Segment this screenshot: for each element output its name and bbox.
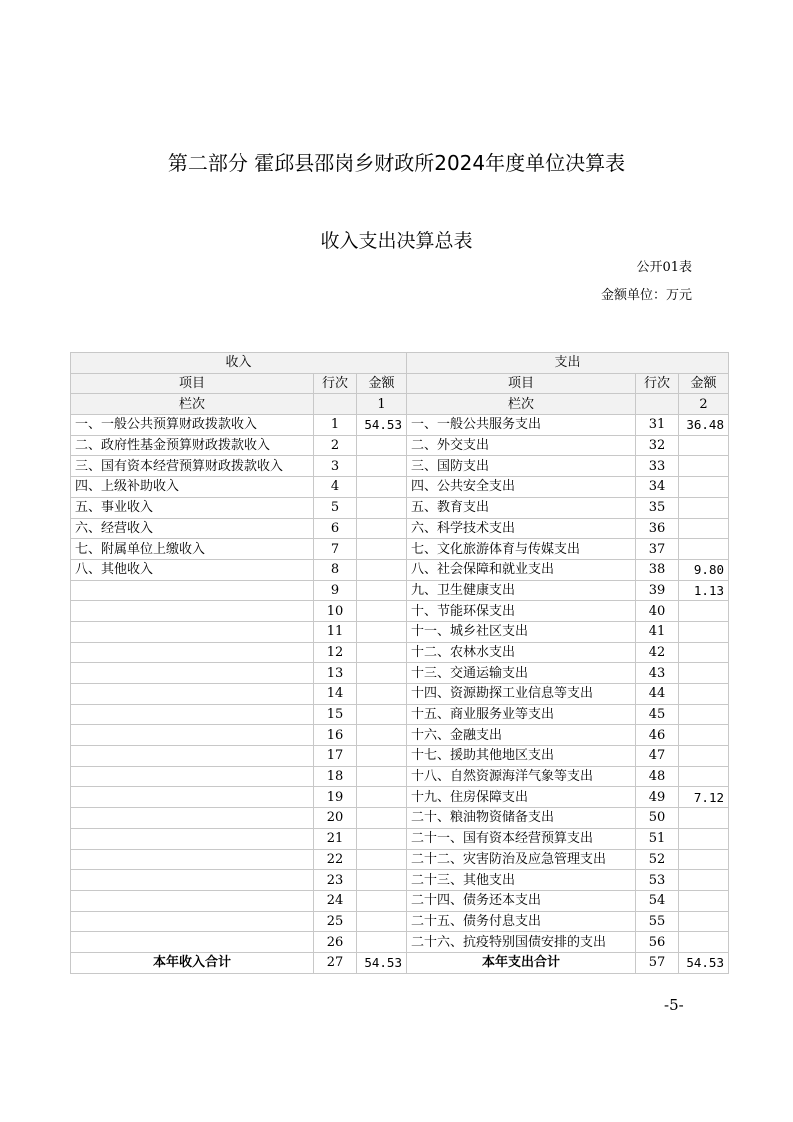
- expense-item: 六、科学技术支出: [407, 518, 636, 539]
- income-amount: [357, 456, 407, 477]
- expense-amount: [679, 497, 729, 518]
- income-line: 18: [314, 766, 357, 787]
- expense-item: 二十三、其他支出: [407, 870, 636, 891]
- expense-amount: [679, 456, 729, 477]
- table-row: [71, 704, 729, 725]
- total-row: [71, 952, 729, 973]
- table-row: [71, 828, 729, 849]
- income-item: 八、其他收入: [71, 559, 314, 580]
- expense-column-number: 2: [679, 394, 729, 415]
- expense-item: 二十、粮油物资储备支出: [407, 808, 636, 829]
- income-line: 14: [314, 684, 357, 705]
- expense-amount: [679, 601, 729, 622]
- income-line: 7: [314, 539, 357, 560]
- expense-total-label: 本年支出合计: [407, 952, 636, 973]
- income-line: 10: [314, 601, 357, 622]
- expense-item: 七、文化旅游体育与传媒支出: [407, 539, 636, 560]
- expense-item: 八、社会保障和就业支出: [407, 559, 636, 580]
- income-amount: [357, 621, 407, 642]
- income-line: 23: [314, 870, 357, 891]
- income-amount: [357, 911, 407, 932]
- income-amount: [357, 766, 407, 787]
- expense-amount: [679, 684, 729, 705]
- expense-section-header: 支出: [407, 353, 729, 374]
- income-item: [71, 746, 314, 767]
- income-amount: [357, 642, 407, 663]
- income-amount: [357, 849, 407, 870]
- expense-amount: [679, 518, 729, 539]
- expense-item: 五、教育支出: [407, 497, 636, 518]
- expense-amount: [679, 704, 729, 725]
- expense-item: 二十一、国有资本经营预算支出: [407, 828, 636, 849]
- income-total-label: 本年收入合计: [71, 952, 314, 973]
- income-amount: [357, 559, 407, 580]
- table-row: [71, 932, 729, 953]
- expense-line-header: 行次: [636, 373, 679, 394]
- table-row: [71, 497, 729, 518]
- income-amount: [357, 601, 407, 622]
- income-item: 二、政府性基金预算财政拨款收入: [71, 435, 314, 456]
- expense-line: 42: [636, 642, 679, 663]
- expense-amount: [679, 621, 729, 642]
- income-amount: [357, 725, 407, 746]
- income-item: [71, 684, 314, 705]
- income-line: 15: [314, 704, 357, 725]
- income-item: 三、国有资本经营预算财政拨款收入: [71, 456, 314, 477]
- expense-item: 十二、农林水支出: [407, 642, 636, 663]
- income-amount: [357, 704, 407, 725]
- expense-line: 52: [636, 849, 679, 870]
- expense-line: 35: [636, 497, 679, 518]
- income-amount: [357, 787, 407, 808]
- table-row: [71, 477, 729, 498]
- expense-row-label: 栏次: [407, 394, 636, 415]
- income-line-blank: [314, 394, 357, 415]
- income-line: 20: [314, 808, 357, 829]
- table-row: [71, 787, 729, 808]
- expense-amount: 9.80: [679, 559, 729, 580]
- expense-item: 十八、自然资源海洋气象等支出: [407, 766, 636, 787]
- expense-line-blank: [636, 394, 679, 415]
- income-row-label: 栏次: [71, 394, 314, 415]
- table-row: [71, 621, 729, 642]
- income-item: [71, 787, 314, 808]
- income-item: [71, 932, 314, 953]
- income-item: [71, 766, 314, 787]
- income-amount: [357, 663, 407, 684]
- table-row: [71, 601, 729, 622]
- expense-amount: [679, 911, 729, 932]
- expense-line: 50: [636, 808, 679, 829]
- expense-line: 47: [636, 746, 679, 767]
- expense-amount: [679, 870, 729, 891]
- income-line: 16: [314, 725, 357, 746]
- income-line: 12: [314, 642, 357, 663]
- expense-line: 33: [636, 456, 679, 477]
- income-item: [71, 890, 314, 911]
- income-line: 11: [314, 621, 357, 642]
- document-title: 第二部分 霍邱县邵岗乡财政所2024年度单位决算表: [167, 151, 626, 175]
- table-row: [71, 870, 729, 891]
- income-line: 6: [314, 518, 357, 539]
- expense-line: 38: [636, 559, 679, 580]
- income-item: [71, 725, 314, 746]
- income-item: [71, 911, 314, 932]
- income-item: [71, 642, 314, 663]
- income-amount: [357, 808, 407, 829]
- table-row: [71, 746, 729, 767]
- income-total-line: 27: [314, 952, 357, 973]
- table-row: [71, 539, 729, 560]
- income-amount: [357, 870, 407, 891]
- expense-item: 九、卫生健康支出: [407, 580, 636, 601]
- income-line: 19: [314, 787, 357, 808]
- expense-item: 二十四、债务还本支出: [407, 890, 636, 911]
- table-row: [71, 559, 729, 580]
- expense-item: 二、外交支出: [407, 435, 636, 456]
- expense-line: 36: [636, 518, 679, 539]
- expense-item: 十三、交通运输支出: [407, 663, 636, 684]
- expense-item: 一、一般公共服务支出: [407, 415, 636, 436]
- income-item: 七、附属单位上缴收入: [71, 539, 314, 560]
- expense-item: 十一、城乡社区支出: [407, 621, 636, 642]
- expense-item: 十六、金融支出: [407, 725, 636, 746]
- expense-line: 34: [636, 477, 679, 498]
- expense-line: 56: [636, 932, 679, 953]
- income-line: 1: [314, 415, 357, 436]
- expense-item: 十七、援助其他地区支出: [407, 746, 636, 767]
- expense-total-amount: 54.53: [679, 952, 729, 973]
- expense-line: 31: [636, 415, 679, 436]
- expense-line: 41: [636, 621, 679, 642]
- income-amount-header: 金额: [357, 373, 407, 394]
- income-line: 5: [314, 497, 357, 518]
- expense-amount: [679, 663, 729, 684]
- income-line: 9: [314, 580, 357, 601]
- expense-line: 39: [636, 580, 679, 601]
- expense-amount: [679, 932, 729, 953]
- expense-line: 32: [636, 435, 679, 456]
- table-row: [71, 725, 729, 746]
- expense-line: 44: [636, 684, 679, 705]
- income-line: 4: [314, 477, 357, 498]
- income-item: [71, 849, 314, 870]
- expense-item: 十五、商业服务业等支出: [407, 704, 636, 725]
- expense-item: 十、节能环保支出: [407, 601, 636, 622]
- expense-amount: 7.12: [679, 787, 729, 808]
- income-line: 17: [314, 746, 357, 767]
- income-line: 25: [314, 911, 357, 932]
- table-row: [71, 456, 729, 477]
- table-row: [71, 663, 729, 684]
- expense-amount-header: 金额: [679, 373, 729, 394]
- income-item-header: 项目: [71, 373, 314, 394]
- expense-item: 四、公共安全支出: [407, 477, 636, 498]
- expense-item: 三、国防支出: [407, 456, 636, 477]
- table-title: 收入支出决算总表: [320, 230, 473, 252]
- expense-line: 49: [636, 787, 679, 808]
- income-amount: [357, 828, 407, 849]
- table-row: [71, 642, 729, 663]
- expense-line: 46: [636, 725, 679, 746]
- income-item: [71, 870, 314, 891]
- expense-amount: [679, 642, 729, 663]
- column-header-row: [71, 373, 729, 394]
- income-amount: [357, 684, 407, 705]
- income-amount: [357, 497, 407, 518]
- page-number: -5-: [664, 996, 684, 1014]
- expense-amount: [679, 746, 729, 767]
- income-line-header: 行次: [314, 373, 357, 394]
- expense-line: 54: [636, 890, 679, 911]
- expense-item: 二十二、灾害防治及应急管理支出: [407, 849, 636, 870]
- income-amount: 54.53: [357, 415, 407, 436]
- expense-line: 51: [636, 828, 679, 849]
- expense-amount: 1.13: [679, 580, 729, 601]
- table-row: [71, 766, 729, 787]
- income-line: 3: [314, 456, 357, 477]
- expense-line: 53: [636, 870, 679, 891]
- expense-line: 40: [636, 601, 679, 622]
- income-line: 26: [314, 932, 357, 953]
- expense-item: 十九、住房保障支出: [407, 787, 636, 808]
- expense-amount: [679, 808, 729, 829]
- expense-item: 二十五、债务付息支出: [407, 911, 636, 932]
- expense-amount: [679, 828, 729, 849]
- income-amount: [357, 539, 407, 560]
- income-amount: [357, 746, 407, 767]
- expense-total-line: 57: [636, 952, 679, 973]
- income-line: 13: [314, 663, 357, 684]
- expense-line: 45: [636, 704, 679, 725]
- income-item: [71, 704, 314, 725]
- expense-item: 二十六、抗疫特别国债安排的支出: [407, 932, 636, 953]
- expense-line: 43: [636, 663, 679, 684]
- expense-amount: [679, 725, 729, 746]
- income-item: [71, 621, 314, 642]
- table-row: [71, 435, 729, 456]
- expense-amount: [679, 435, 729, 456]
- income-amount: [357, 477, 407, 498]
- income-item: 四、上级补助收入: [71, 477, 314, 498]
- income-column-number: 1: [357, 394, 407, 415]
- table-row: [71, 849, 729, 870]
- expense-item: 十四、资源勘探工业信息等支出: [407, 684, 636, 705]
- income-item: 一、一般公共预算财政拨款收入: [71, 415, 314, 436]
- income-line: 22: [314, 849, 357, 870]
- table-row: [71, 684, 729, 705]
- income-line: 24: [314, 890, 357, 911]
- expense-item-header: 项目: [407, 373, 636, 394]
- income-item: [71, 828, 314, 849]
- expense-amount: 36.48: [679, 415, 729, 436]
- income-line: 21: [314, 828, 357, 849]
- income-line: 8: [314, 559, 357, 580]
- income-amount: [357, 890, 407, 911]
- income-item: [71, 808, 314, 829]
- expense-line: 48: [636, 766, 679, 787]
- expense-amount: [679, 849, 729, 870]
- table-row: [71, 808, 729, 829]
- form-number: 公开01表: [636, 260, 692, 275]
- table-row: [71, 890, 729, 911]
- amount-unit-note: 金额单位：万元: [600, 288, 692, 303]
- income-amount: [357, 932, 407, 953]
- income-item: [71, 663, 314, 684]
- income-line: 2: [314, 435, 357, 456]
- income-total-amount: 54.53: [357, 952, 407, 973]
- expense-line: 55: [636, 911, 679, 932]
- expense-amount: [679, 766, 729, 787]
- table-row: [71, 580, 729, 601]
- table-row: [71, 415, 729, 436]
- section-header-row: [71, 353, 729, 374]
- income-item: 五、事业收入: [71, 497, 314, 518]
- income-item: [71, 601, 314, 622]
- expense-line: 37: [636, 539, 679, 560]
- table-row: [71, 518, 729, 539]
- income-amount: [357, 518, 407, 539]
- expense-amount: [679, 890, 729, 911]
- expense-amount: [679, 477, 729, 498]
- column-number-row: [71, 394, 729, 415]
- income-expense-summary-table: [70, 352, 729, 974]
- income-section-header: 收入: [71, 353, 407, 374]
- income-item: [71, 580, 314, 601]
- income-amount: [357, 435, 407, 456]
- expense-amount: [679, 539, 729, 560]
- income-amount: [357, 580, 407, 601]
- table-row: [71, 911, 729, 932]
- income-item: 六、经营收入: [71, 518, 314, 539]
